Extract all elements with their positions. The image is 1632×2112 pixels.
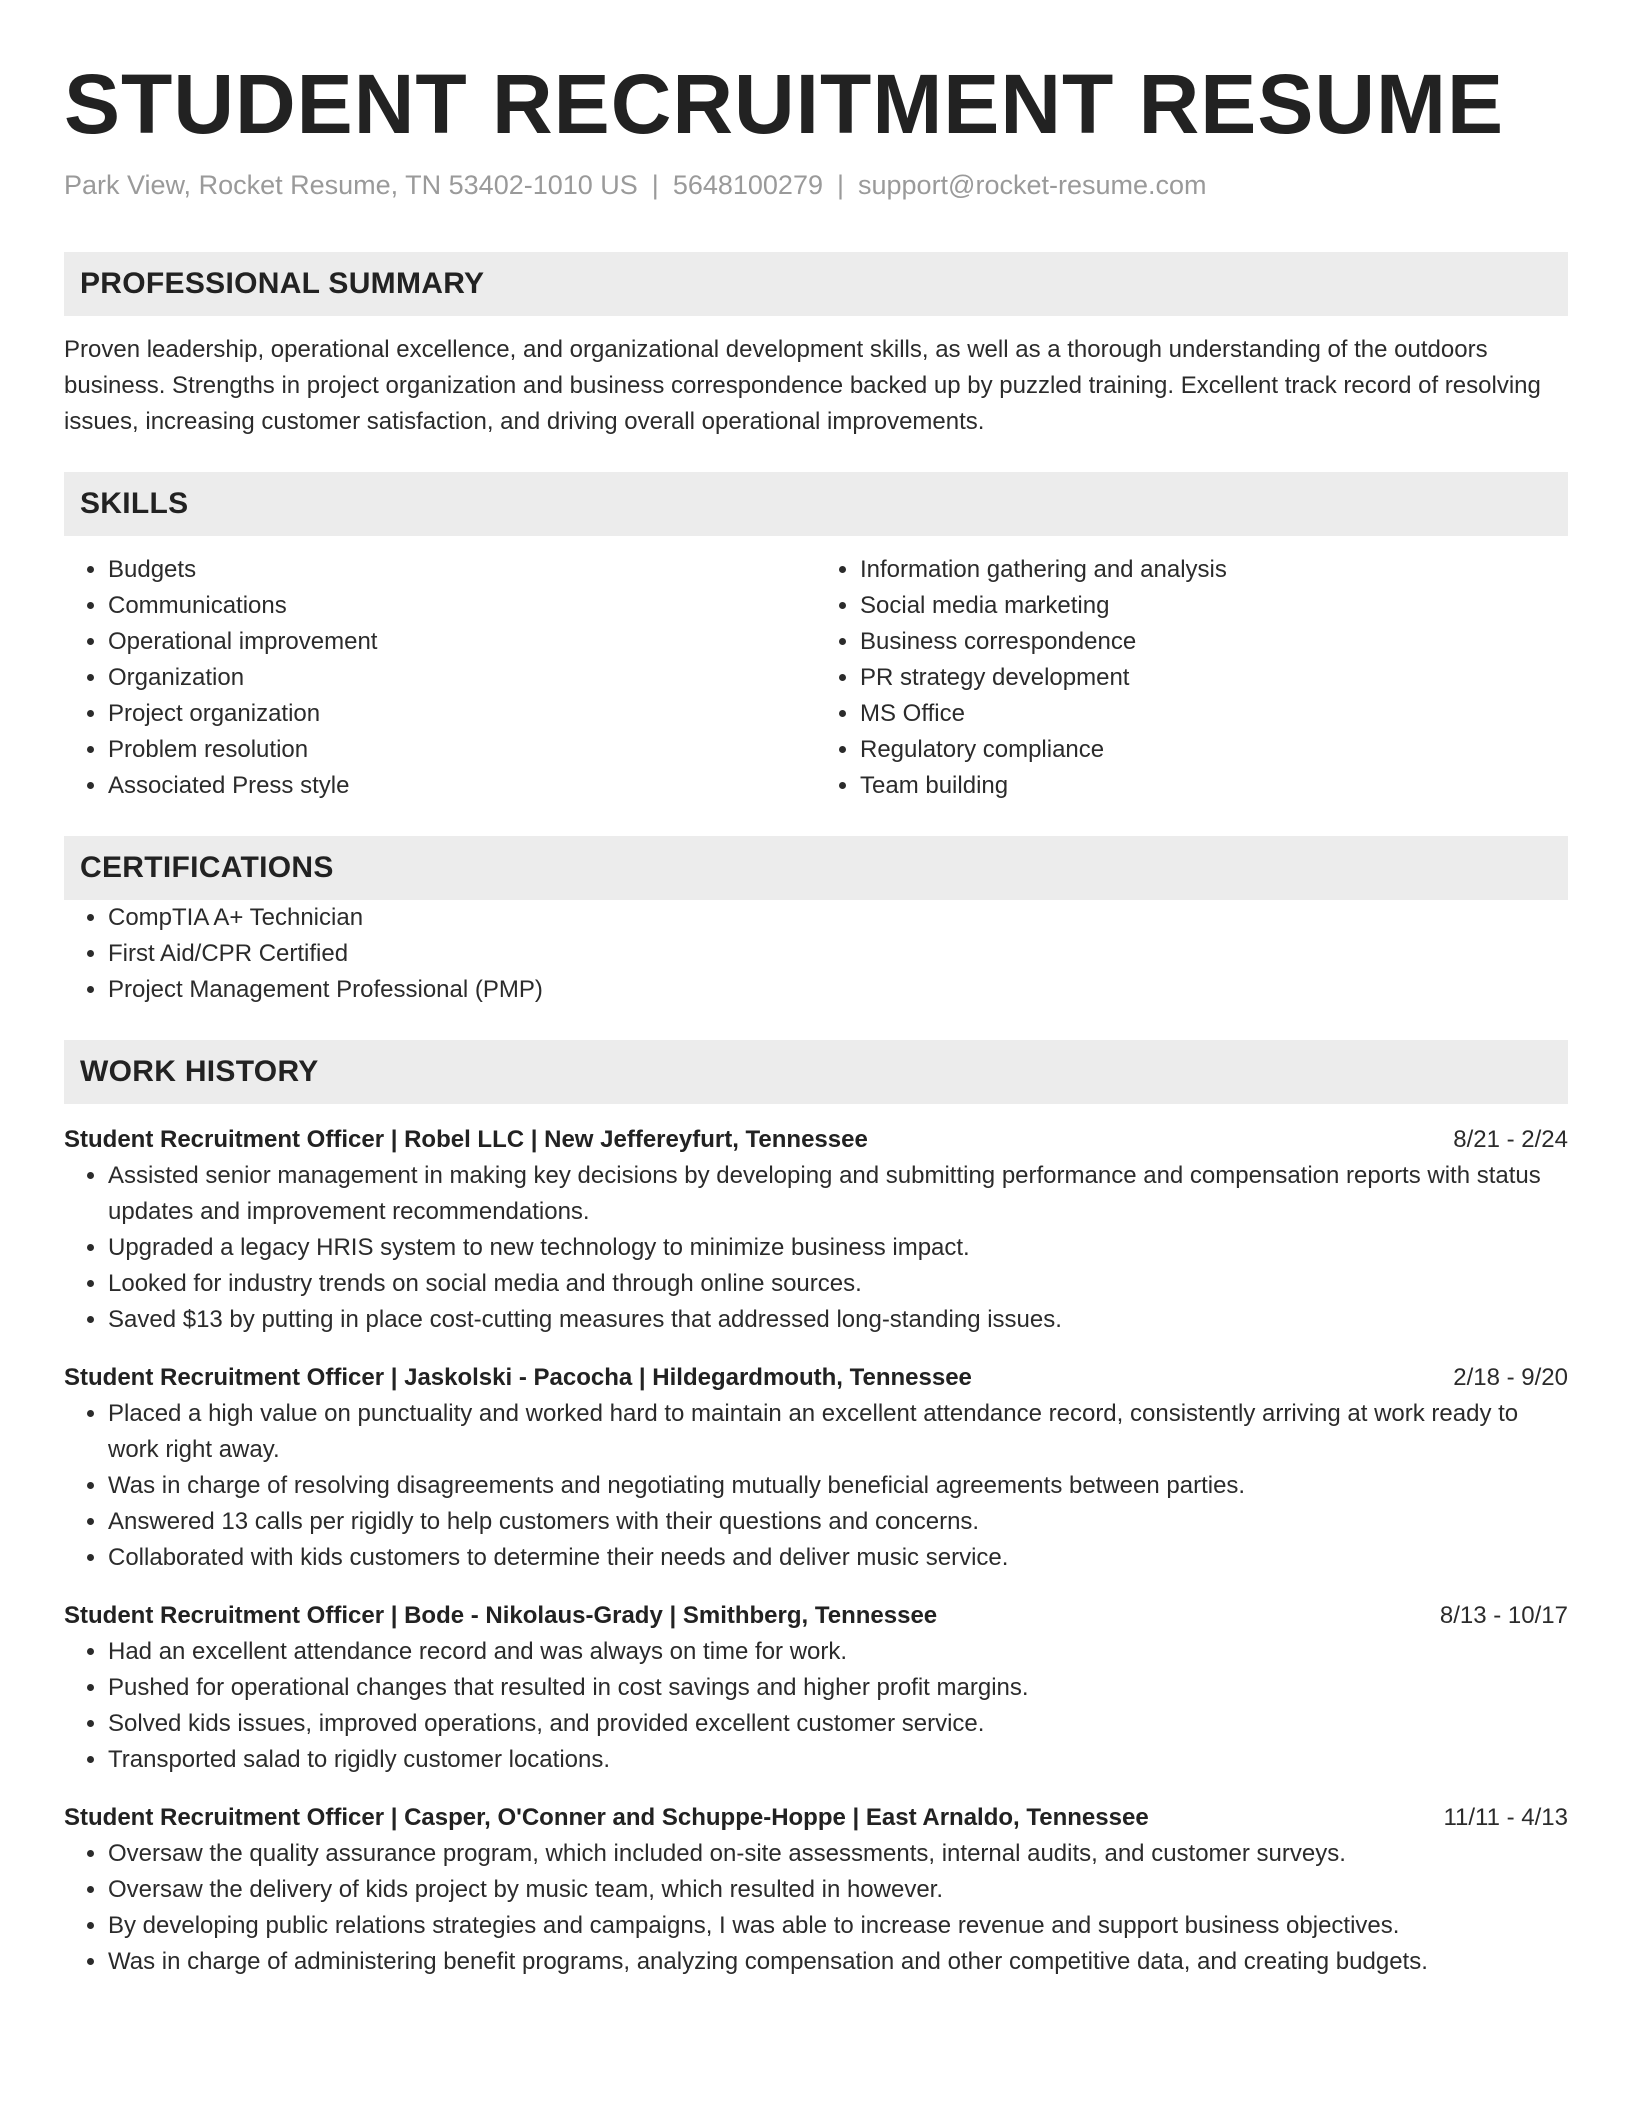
contact-address: Park View, Rocket Resume, TN 53402-1010 US [64,170,638,200]
job-dates: 11/11 - 4/13 [1443,1804,1568,1831]
contact-separator: | [836,170,844,200]
job-bullet: • Assisted senior management in making key decisions by developing and submitting performance and compensation reports with status updates and improvement recommendations. [108,1158,1568,1230]
certification-item: • CompTIA A+ Technician [108,900,1568,936]
job-bullets [64,1836,1568,1980]
job-header [64,1598,1568,1634]
job-bullet: • Had an excellent attendance record and was always on time for work. [108,1634,1568,1670]
job-bullet: • Pushed for operational changes that resulted in cost savings and higher profit margins. [108,1670,1568,1706]
job-entry [64,1598,1568,1778]
section-heading-certifications: CERTIFICATIONS [64,836,1568,900]
job-bullet: • Oversaw the quality assurance program, which included on-site assessments, internal audits, and customer surveys. [108,1836,1568,1872]
skill-item: • Associated Press style [108,768,816,804]
skill-item: • Social media marketing [860,588,1568,624]
job-header [64,1360,1568,1396]
section-heading-summary: PROFESSIONAL SUMMARY [64,252,1568,316]
job-title: Student Recruitment Officer | Casper, O'Conner and Schuppe-Hoppe | East Arnaldo, Tennessee [64,1804,1149,1831]
resume-title: STUDENT RECRUITMENT RESUME [64,57,1505,151]
job-title: Student Recruitment Officer | Jaskolski - Pacocha | Hildegardmouth, Tennessee [64,1364,972,1391]
skills-list-right [816,552,1568,804]
skills-column-left [64,552,816,804]
certifications-list [64,900,1568,1008]
job-header [64,1800,1568,1836]
skills-grid [64,552,1568,804]
skills-column-right [816,552,1568,804]
skill-item: • Operational improvement [108,624,816,660]
job-bullet: • Looked for industry trends on social media and through online sources. [108,1266,1568,1302]
job-entry [64,1122,1568,1338]
job-bullet: • Was in charge of administering benefit programs, analyzing compensation and other competitive data, and creating budgets. [108,1944,1568,1980]
job-dates: 2/18 - 9/20 [1453,1364,1568,1391]
job-title: Student Recruitment Officer | Robel LLC | New Jeffereyfurt, Tennessee [64,1126,868,1153]
job-dates: 8/13 - 10/17 [1439,1602,1568,1629]
job-bullet: • Collaborated with kids customers to determine their needs and deliver music service. [108,1540,1568,1576]
contact-phone: 5648100279 [672,170,823,200]
skill-item: • Communications [108,588,816,624]
job-bullet: • By developing public relations strategies and campaigns, I was able to increase revenue and support business objectives. [108,1908,1568,1944]
skill-item: • Information gathering and analysis [860,552,1568,588]
job-bullet: • Oversaw the delivery of kids project by music team, which resulted in however. [108,1872,1568,1908]
job-bullet: • Saved $13 by putting in place cost-cutting measures that addressed long-standing issues. [108,1302,1568,1338]
skill-item: • Team building [860,768,1568,804]
job-bullet: • Answered 13 calls per rigidly to help customers with their questions and concerns. [108,1504,1568,1540]
summary-text: Proven leadership, operational excellence, and organizational development skills, as well as a thorough understanding of the outdoors business. Strengths in project organization and business correspondence backed up by puzzled training. Excellent track record of resolving issues, increasing customer satisfaction, and driving overall operational improvements. [64,336,1541,435]
skills-list-left [64,552,816,804]
section-heading-work-history: WORK HISTORY [64,1040,1568,1104]
skill-item: • Project organization [108,696,816,732]
contact-separator: | [651,170,659,200]
job-bullets [64,1396,1568,1576]
job-title: Student Recruitment Officer | Bode - Nikolaus-Grady | Smithberg, Tennessee [64,1602,938,1629]
job-bullet: • Transported salad to rigidly customer locations. [108,1742,1568,1778]
contact-line [64,168,1568,202]
skill-item: • Business correspondence [860,624,1568,660]
job-entry [64,1800,1568,1980]
job-bullet: • Placed a high value on punctuality and worked hard to maintain an excellent attendance record, consistently arriving at work ready to work right away. [108,1396,1568,1468]
job-bullet: • Upgraded a legacy HRIS system to new technology to minimize business impact. [108,1230,1568,1266]
contact-email: support@rocket-resume.com [858,170,1207,200]
job-bullets [64,1634,1568,1778]
job-bullet: • Was in charge of resolving disagreements and negotiating mutually beneficial agreements between parties. [108,1468,1568,1504]
job-header [64,1122,1568,1158]
job-bullets [64,1158,1568,1338]
job-bullet: • Solved kids issues, improved operations, and provided excellent customer service. [108,1706,1568,1742]
certification-item: • First Aid/CPR Certified [108,936,1568,972]
skill-item: • Problem resolution [108,732,816,768]
skill-item: • Regulatory compliance [860,732,1568,768]
skill-item: • PR strategy development [860,660,1568,696]
section-heading-skills: SKILLS [64,472,1568,536]
certification-item: • Project Management Professional (PMP) [108,972,1568,1008]
skill-item: • MS Office [860,696,1568,732]
skill-item: • Budgets [108,552,816,588]
job-entry [64,1360,1568,1576]
skill-item: • Organization [108,660,816,696]
job-dates: 8/21 - 2/24 [1453,1126,1568,1153]
